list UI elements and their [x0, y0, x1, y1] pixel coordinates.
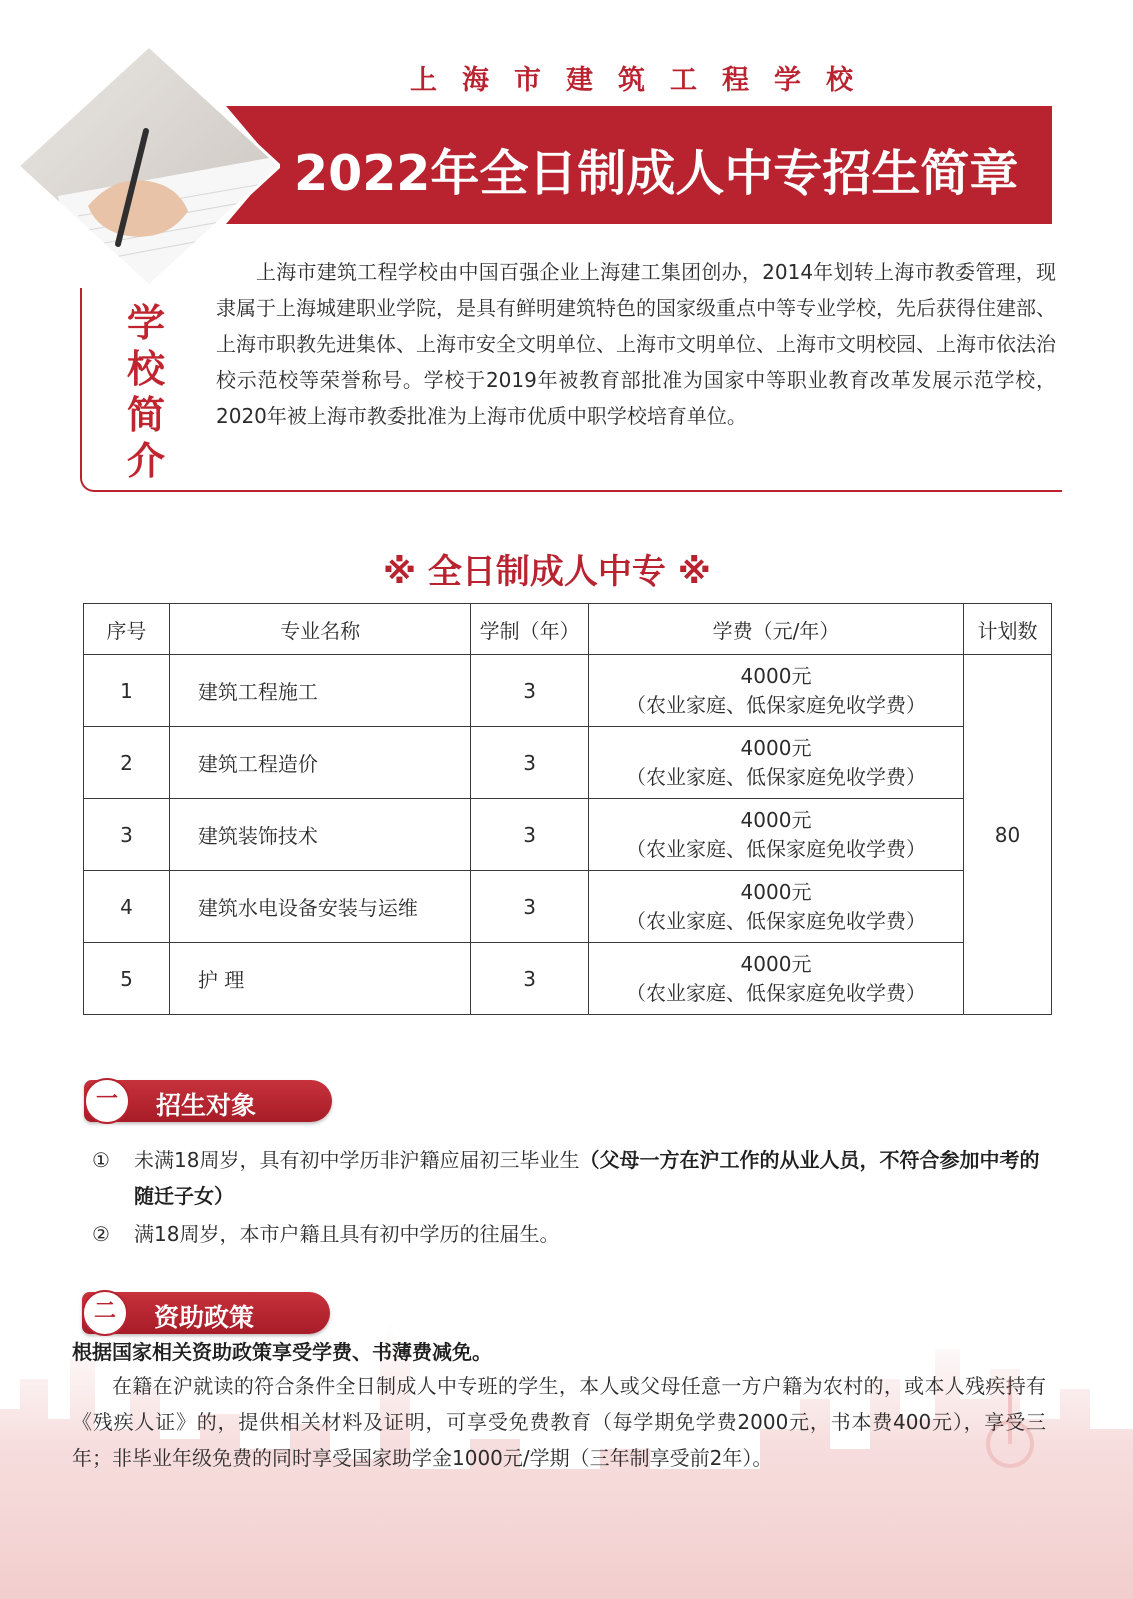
table-header-row [84, 604, 1052, 655]
program-name: 建筑工程施工 [169, 655, 471, 727]
row-number: 2 [84, 727, 170, 799]
table-row [84, 871, 1052, 943]
aid-lead: 根据国家相关资助政策享受学费、书薄费减免。 [72, 1340, 492, 1364]
row-number: 4 [84, 871, 170, 943]
fee-note: （农业家庭、低保家庭免收学费） [626, 692, 926, 717]
program-fee [588, 871, 963, 943]
column-header: 学制（年） [471, 604, 589, 655]
column-header: 专业名称 [169, 604, 471, 655]
item-text: 满18周岁，本市户籍且具有初中学历的往届生。 [134, 1222, 560, 1246]
intro-label-char: 校 [126, 346, 165, 391]
program-years: 3 [471, 871, 589, 943]
aid-paragraph: 在籍在沪就读的符合条件全日制成人中专班的学生，本人或父母任意一方户籍为农村的，或本人残疾持有《残疾人证》的，提供相关材料及证明，可享受免费教育（每学期免学费2000元，书本费400元），享受三年；非毕业年级免费的同时享受国家助学金1000元/学期（三年制享受前2年）。 [72, 1374, 1046, 1470]
program-fee [588, 943, 963, 1015]
fee-amount: 4000元 [740, 663, 812, 688]
row-number: 3 [84, 799, 170, 871]
list-item-text [134, 1142, 1040, 1214]
intro-label-char: 简 [126, 392, 165, 437]
writing-hand-photo [18, 46, 280, 286]
program-years: 3 [471, 799, 589, 871]
fee-amount: 4000元 [740, 879, 812, 904]
row-number: 5 [84, 943, 170, 1015]
column-header: 学费（元/年） [588, 604, 963, 655]
table-row [84, 655, 1052, 727]
page-title: 2022年全日制成人中专招生简章 [294, 145, 1019, 202]
table-row [84, 727, 1052, 799]
item-text: 未满18周岁，具有初中学历非沪籍应届初三毕业生 [134, 1148, 580, 1172]
list-marker: ② [92, 1222, 110, 1246]
section-title: 资助政策 [154, 1303, 255, 1332]
fee-note: （农业家庭、低保家庭免收学费） [626, 764, 926, 789]
intro-label-char: 学 [126, 300, 165, 345]
table-row [84, 799, 1052, 871]
section-number-badge: 一 [84, 1078, 130, 1124]
program-years: 3 [471, 655, 589, 727]
row-number: 1 [84, 655, 170, 727]
enrollment-section-header [84, 1080, 332, 1122]
school-name: 上海市建筑工程学校 [410, 65, 878, 96]
program-name: 建筑装饰技术 [169, 799, 471, 871]
plan-total: 80 [964, 655, 1052, 1015]
list-item [92, 1142, 1052, 1214]
program-name: 建筑工程造价 [169, 727, 471, 799]
program-heading: ※ 全日制成人中专 ※ [383, 552, 711, 592]
aid-section-header [82, 1292, 330, 1334]
program-name: 建筑水电设备安装与运维 [169, 871, 471, 943]
program-fee [588, 799, 963, 871]
program-fee [588, 727, 963, 799]
program-years: 3 [471, 727, 589, 799]
list-item [92, 1216, 1052, 1252]
program-table [83, 603, 1052, 1015]
program-years: 3 [471, 943, 589, 1015]
program-fee [588, 655, 963, 727]
intro-paragraph: 上海市建筑工程学校由中国百强企业上海建工集团创办，2014年划转上海市教委管理，现隶属于上海城建职业学院，是具有鲜明建筑特色的国家级重点中等专业学校，先后获得住建部、上海市职教先进集体、上海市安全文明单位、上海市文明单位、上海市文明校园、上海市依法治校示范校等荣誉称号。学校于2019年被教育部批准为国家中等职业教育改革发展示范学校，2020年被上海市教委批准为上海市优质中职学校培育单位。 [216, 260, 1056, 428]
title-banner [226, 106, 1052, 224]
fee-amount: 4000元 [740, 951, 812, 976]
intro-label [118, 300, 174, 484]
fee-note: （农业家庭、低保家庭免收学费） [626, 980, 926, 1005]
column-header: 序号 [84, 604, 170, 655]
column-header: 计划数 [964, 604, 1052, 655]
fee-amount: 4000元 [740, 735, 812, 760]
table-row [84, 943, 1052, 1015]
fee-note: （农业家庭、低保家庭免收学费） [626, 908, 926, 933]
section-number-badge: 二 [82, 1290, 128, 1336]
fee-note: （农业家庭、低保家庭免收学费） [626, 836, 926, 861]
list-marker: ① [92, 1148, 110, 1172]
intro-label-char: 介 [126, 438, 165, 483]
list-item-text [134, 1216, 1040, 1252]
fee-amount: 4000元 [740, 807, 812, 832]
section-title: 招生对象 [156, 1091, 257, 1120]
item-emphasis: （父母一方在沪工作的从业人员，不符合参加中考的随迁子女） [134, 1148, 1040, 1208]
program-name: 护 理 [169, 943, 471, 1015]
